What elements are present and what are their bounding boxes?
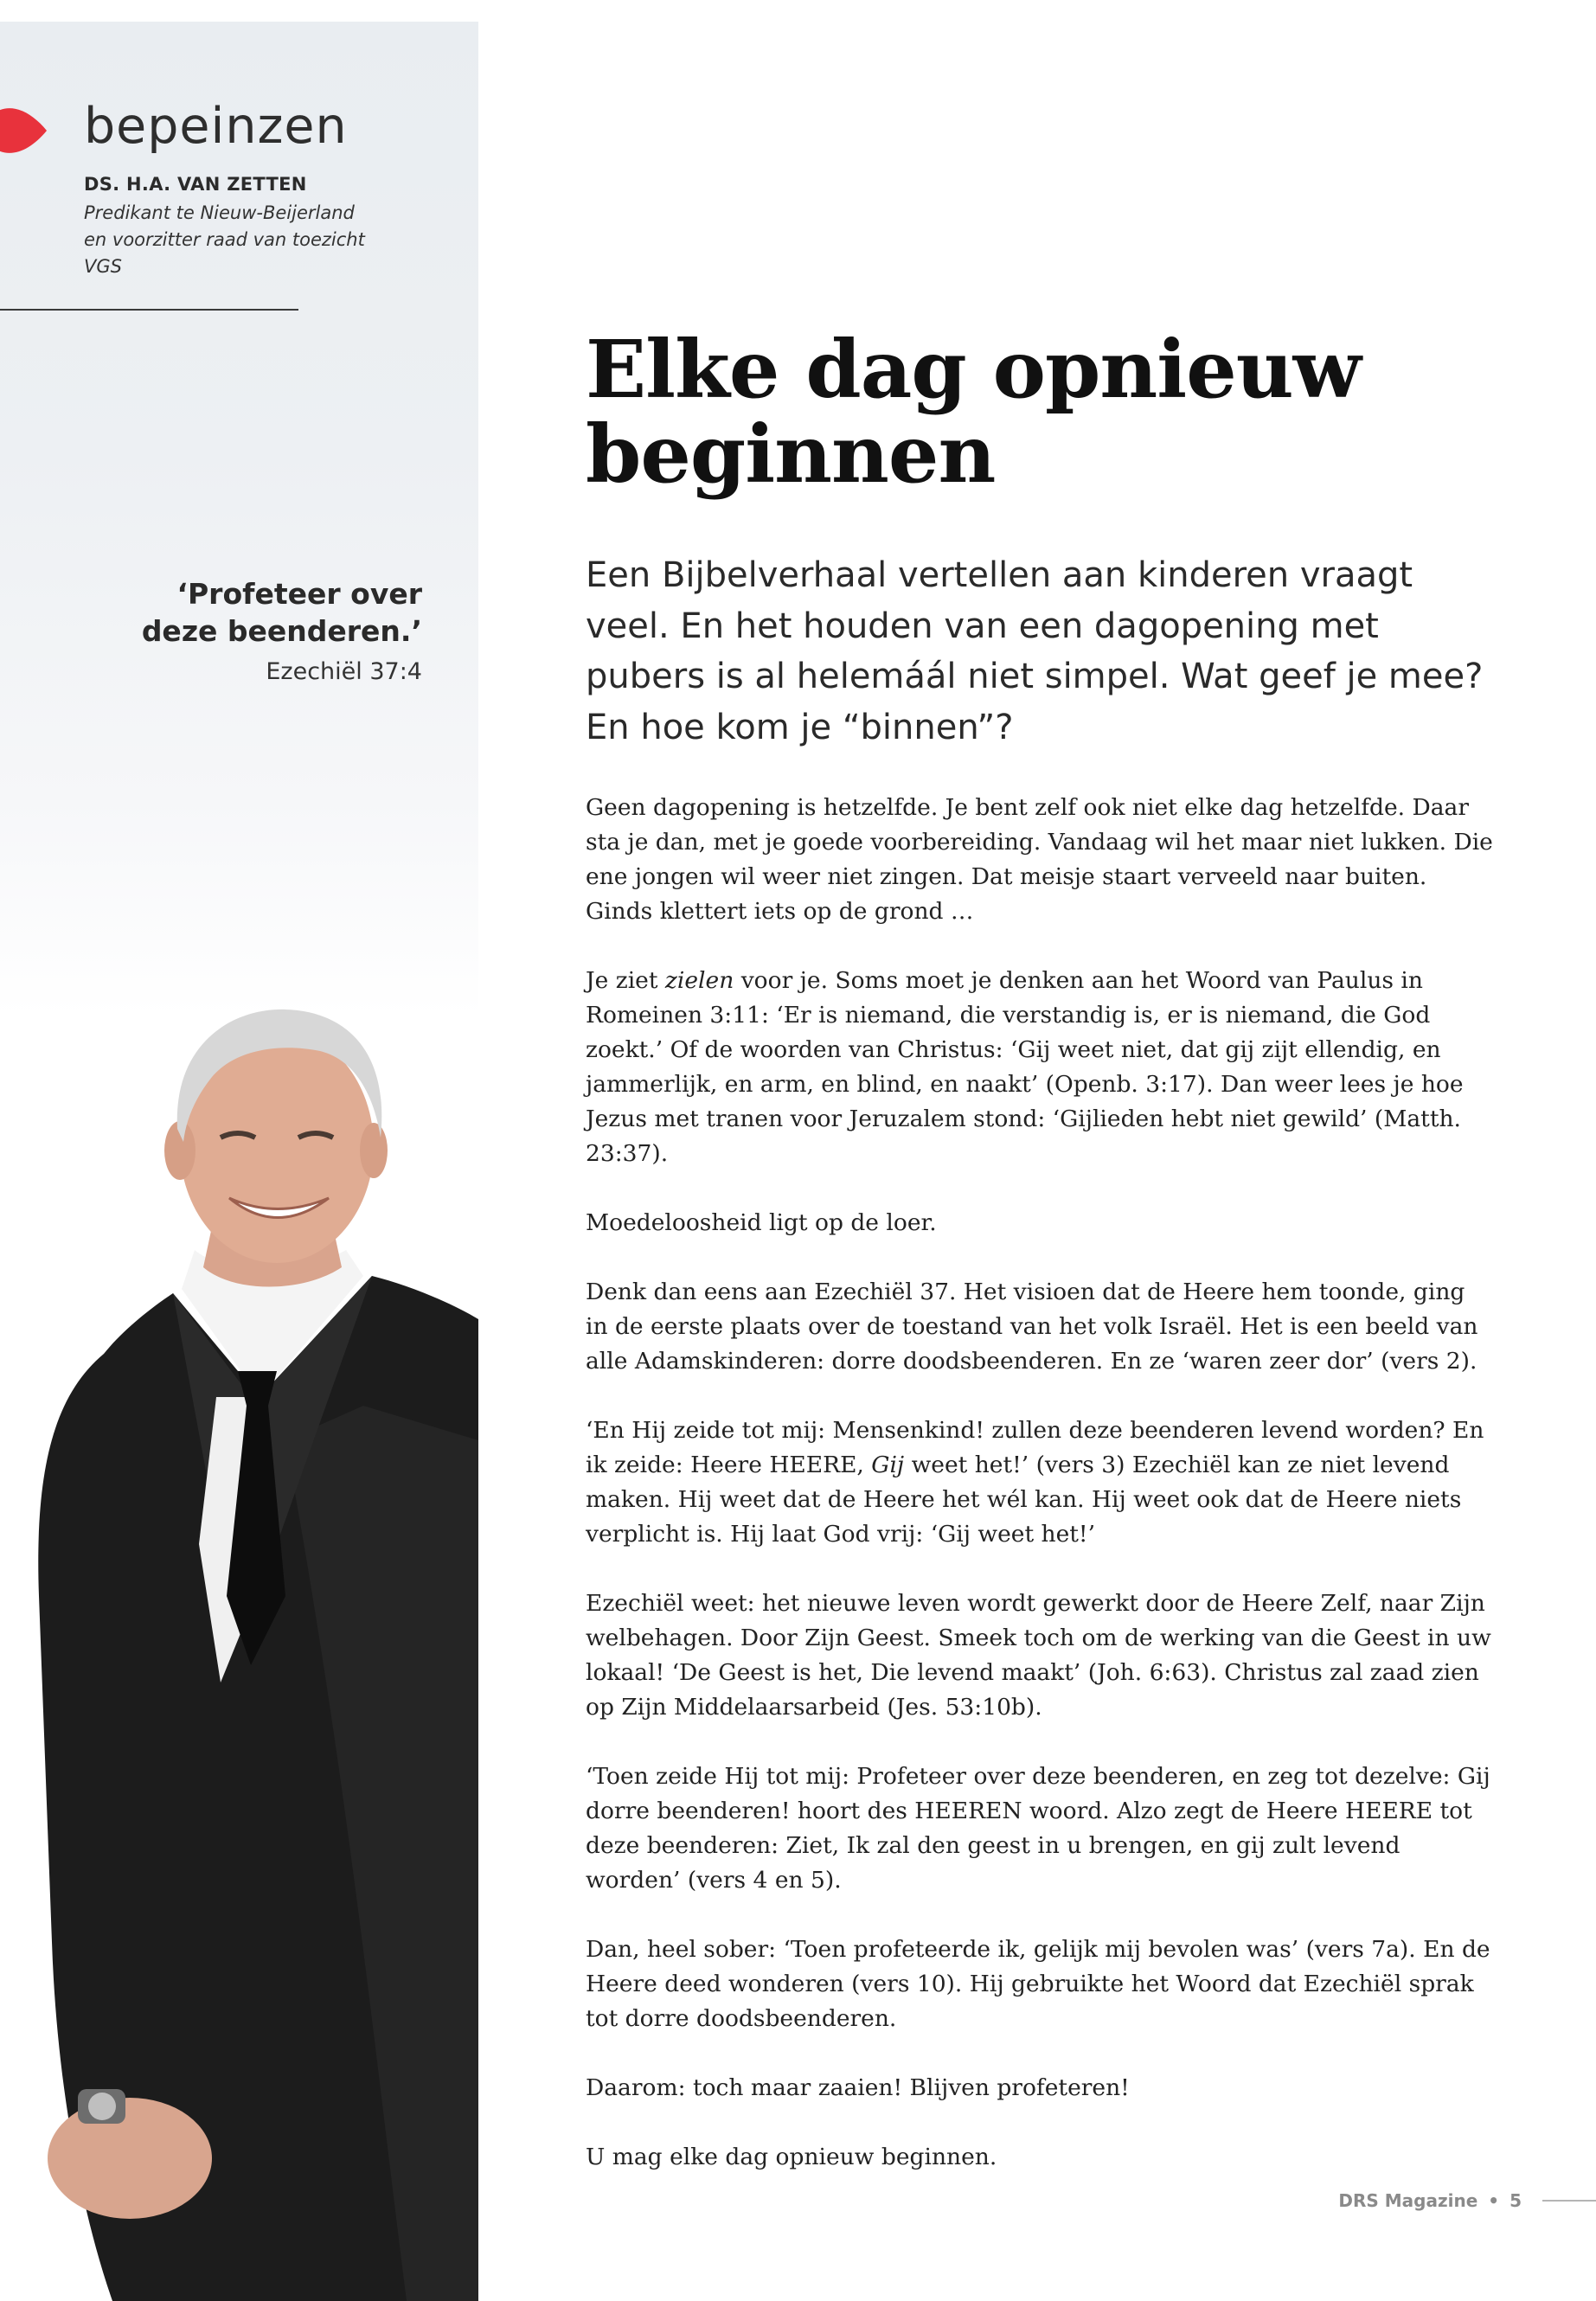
paragraph: Ezechiël weet: het nieuwe leven wordt gewerkt door de Heere Zelf, naar Zijn welbehagen. Door Zijn Geest. Smeek toch om de werking van die Geest in uw lokaal! ‘De Geest is het, Die levend maakt’ (Joh. 6:63). Christus zal zaad zien op Zijn Middelaarsarbeid (Jes. 53:10b). (586, 1590, 1491, 1721)
divider (0, 309, 298, 311)
paragraph: Geen dagopening is hetzelfde. Je bent zelf ook niet elke dag hetzelfde. Daar sta je dan, met je goede voorbereiding. Vandaag wil het maar niet lukken. Die ene jongen wil weer niet zingen. Dat meisje staart verveeld naar buiten. Ginds klettert iets op de grond … (586, 794, 1493, 925)
quote-reference: Ezechiël 37:4 (266, 658, 422, 685)
pull-quote (87, 575, 422, 685)
title-line: Elke dag opnieuw (586, 323, 1361, 416)
page-footer (1338, 2190, 1596, 2211)
paragraph-text: ‘En Hij zeide tot mij: Mensenkind! zullen deze beenderen levend worden? En ik zeide: Heere HEERE, (586, 1417, 1484, 1478)
paragraph: U mag elke dag opnieuw beginnen. (586, 2144, 997, 2170)
author-portrait (0, 990, 478, 2301)
author-role-line: VGS (84, 256, 122, 277)
paragraph-text: voor je. Soms moet je denken aan het Woord van Paulus in Romeinen 3:11: ‘Er is niemand, die verstandig is, er is niemand, die God zoekt.’ Of de woorden van Christus: ‘Gij weet niet, dat gij zijt ellendig, en jammerlijk, en arm, en blind, en naakt’ (Openb. 3:17). Dan weer lees je hoe Jezus met tranen voor Jeruzalem stond: ‘Gijlieden hebt niet gewild’ (Matth. 23:37). (586, 967, 1464, 1167)
magazine-name: DRS Magazine (1338, 2190, 1478, 2211)
paragraph (586, 964, 1494, 1171)
author-name: DS. H.A. VAN ZETTEN (84, 174, 307, 195)
author-block (84, 174, 378, 280)
footer-rule (1542, 2200, 1596, 2202)
article-body (586, 791, 1494, 2175)
emphasis: zielen (664, 967, 734, 994)
page-number: 5 (1509, 2190, 1522, 2211)
footer-separator: • (1488, 2190, 1500, 2211)
paragraph-text: weet het!’ (vers 3) Ezechiël kan ze niet levend maken. Hij weet dat de Heere het wél kan. Hij weet ook dat de Heere niets verplicht is. Hij laat God vrij: ‘Gij weet het!’ (586, 1452, 1462, 1548)
paragraph (586, 1413, 1494, 1552)
paragraph: ‘Toen zeide Hij tot mij: Profeteer over deze beenderen, en zeg tot dezelve: Gij dorre beenderen! hoort des HEEREN woord. Alzo zegt de Heere HEERE tot deze beenderen: Ziet, Ik zal den geest in u brengen, en gij zult levend worden’ (vers 4 en 5). (586, 1763, 1490, 1894)
emphasis: Gij (871, 1452, 905, 1478)
sidebar (0, 22, 478, 2279)
quote-text (87, 575, 422, 650)
paragraph-text: Je ziet (586, 967, 665, 994)
article-title (586, 323, 1537, 501)
section-label: bepeinzen (84, 98, 348, 155)
paragraph: Denk dan eens aan Ezechiël 37. Het visioen dat de Heere hem toonde, ging in de eerste plaats over de toestand van het volk Israël. Het is een beeld van alle Adamskinderen: dorre doodsbeenderen. En ze ‘waren zeer dor’ (vers 2). (586, 1279, 1478, 1375)
paragraph: Daarom: toch maar zaaien! Blijven profeteren! (586, 2074, 1130, 2101)
author-role-line: Predikant te Nieuw-Beijerland (84, 202, 355, 223)
title-line: beginnen (586, 407, 996, 501)
section-marker-icon (0, 106, 47, 155)
quote-line: ‘Profeteer over (176, 577, 422, 611)
quote-line: deze beenderen.’ (141, 614, 422, 648)
article-intro: Een Bijbelverhaal vertellen aan kinderen vraagt veel. En het houden van een dagopening met pubers is al helemáál niet simpel. Wat geef je mee? En hoe kom je “binnen”? (586, 555, 1484, 747)
author-role (84, 200, 378, 280)
paragraph: Dan, heel sober: ‘Toen profeteerde ik, gelijk mij bevolen was’ (vers 7a). En de Heere deed wonderen (vers 10). Hij gebruikte het Woord dat Ezechiël sprak tot dorre doodsbeenderen. (586, 1936, 1490, 2032)
paragraph: Moedeloosheid ligt op de loer. (586, 1209, 937, 1236)
author-role-line: en voorzitter raad van toezicht (84, 229, 365, 250)
